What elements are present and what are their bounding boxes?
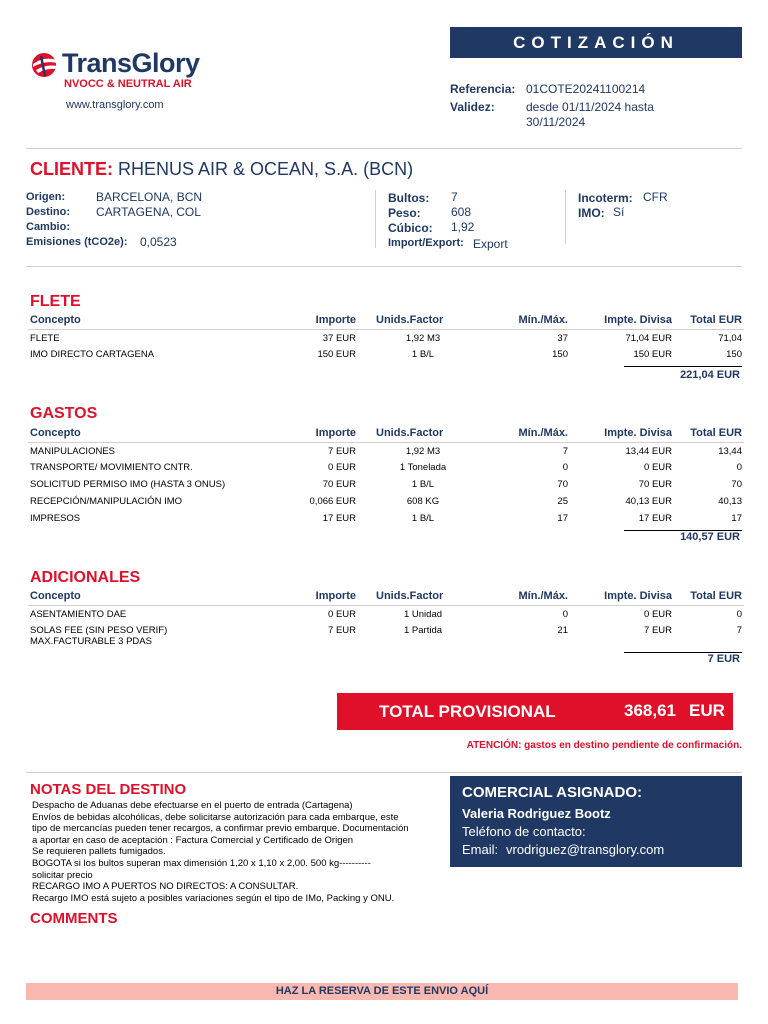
cell-min-max: 25 [557,496,568,507]
col-min-max: Mín./Máx. [488,426,570,442]
expenses-subtotal: 140,57 EUR [680,531,740,543]
client-heading [30,159,413,180]
divider [26,148,742,149]
origin-label: Origen: [26,191,66,203]
divider [26,772,742,773]
cell-currency: 13,44 EUR [625,445,672,457]
cell-currency: 40,13 EUR [625,496,672,507]
table-row [28,459,744,476]
cell-min-max: 70 [557,479,568,490]
col-currency-amount: Impte. Divisa [570,589,674,605]
cell-currency: 7 EUR [644,625,672,636]
emissions-value: 0,0523 [140,235,177,249]
cell-amount: 7 EUR [328,445,356,457]
col-currency-amount: Impte. Divisa [570,426,674,442]
company-website-link[interactable]: www.transglory.com [66,99,164,111]
col-concept: Concepto [28,426,268,442]
company-tagline: NVOCC & NEUTRAL AIR [64,78,192,90]
exchange-label: Cambio: [26,221,70,233]
logo-globe-icon [30,50,60,80]
col-amount: Importe [268,426,358,442]
freight-subtotal: 221,04 EUR [680,369,740,381]
cell-concept: MANIPULACIONES [30,445,115,457]
cell-amount: 0 EUR [328,462,356,473]
table-row [28,510,744,527]
reference-label: Referencia: [450,82,516,96]
cell-units: 1,92 M3 [405,332,441,344]
cell-min-max: 0 [562,462,568,473]
total-currency: EUR [689,701,725,720]
cell-concept: ASENTAMIENTO DAE [30,608,127,620]
packages-value: 7 [451,190,458,204]
cell-currency: 150 EUR [633,349,672,360]
import-export-label: Import/Export: [388,237,464,249]
cell-total: 13,44 [718,445,742,457]
additional-table [28,589,744,647]
document-title: COTIZACIÓN [450,27,742,58]
table-row [28,622,744,647]
col-total-eur: Total EUR [674,313,744,329]
cell-currency: 71,04 EUR [625,332,672,344]
cell-amount: 0,066 EUR [309,496,356,507]
total-label: TOTAL PROVISIONAL [379,702,556,721]
freight-table [28,313,744,363]
origin-value: BARCELONA, BCN [96,190,203,204]
note-line: Recargo IMO está sujeto a posibles variaciones según el tipo de IMo, Packing y ONU. [32,892,395,904]
col-units-factor: Unids.Factor [358,426,488,442]
cell-concept: RECEPCIÓN/MANIPULACIÓN IMO [30,496,183,507]
cell-concept: FLETE [30,332,60,344]
cell-concept [28,622,268,647]
sales-rep-email-label: Email: [462,842,499,857]
attention-note: ATENCIÓN: gastos en destino pendiente de confirmación. [466,740,742,751]
cell-min-max: 7 [562,445,568,457]
col-amount: Importe [268,313,358,329]
table-header-row [28,313,744,329]
cell-amount: 0 EUR [328,608,356,620]
cell-min-max: 17 [557,513,568,524]
cell-concept: TRANSPORTE/ MOVIMIENTO CNTR. [30,462,193,473]
col-units-factor: Unids.Factor [358,589,488,605]
col-concept: Concepto [28,313,268,329]
col-total-eur: Total EUR [674,589,744,605]
destination-value: CARTAGENA, COL [96,205,201,219]
packages-label: Bultos: [388,191,430,205]
cell-total: 71,04 [718,332,742,344]
col-currency-amount: Impte. Divisa [570,313,674,329]
notes-title: NOTAS DEL DESTINO [30,781,187,798]
note-line: Envíos de bebidas alcohólicas, debe solicitarse autorización para cada embarque, este [32,811,399,823]
subtotal-rule [624,366,742,367]
assigned-sales-rep-box [450,776,742,867]
divider-vertical [375,190,376,248]
table-row [28,493,744,510]
cell-currency: 17 EUR [638,513,672,524]
cell-units: 1 Partida [403,625,443,636]
incoterm-value: CFR [643,190,668,204]
imo-value: Sí [613,205,625,219]
cell-amount: 37 EUR [322,332,356,344]
sales-rep-email-link[interactable]: vrodriguez@transglory.com [506,842,665,857]
destination-notes [32,800,452,904]
validity-line2: 30/11/2024 [526,115,586,129]
divider [26,266,742,267]
cell-total: 40,13 [718,496,742,507]
cell-amount: 7 EUR [328,625,356,636]
expenses-table [28,426,744,527]
weight-label: Peso: [388,206,421,220]
col-units-factor: Unids.Factor [358,313,488,329]
cell-amount: 17 EUR [322,513,356,524]
comments-title: COMMENTS [30,910,118,927]
sales-rep-phone-label: Teléfono de contacto: [462,824,586,839]
cell-total: 0 [736,608,742,620]
emissions-label: Emisiones (tCO2e): [26,236,128,248]
cell-concept: SOLICITUD PERMISO IMO (HASTA 3 ONUS) [30,479,226,490]
import-export-value: Export [473,237,508,251]
table-header-row [28,589,744,605]
client-name: RHENUS AIR & OCEAN, S.A. (BCN) [118,159,414,179]
cell-units: 1 Unidad [403,608,443,620]
validity-line1: desde 01/11/2024 hasta [526,100,654,114]
note-line: Se requieren pallets fumigados. [32,846,166,858]
sales-rep-title: COMERCIAL ASIGNADO: [462,784,642,801]
note-line: BOGOTA si los bultos superan max dimensión 1,20 x 1,10 x 2,00. 500 kg---------- [32,857,371,869]
cell-concept: IMO DIRECTO CARTAGENA [30,349,155,360]
cell-min-max: 21 [557,625,568,636]
note-line: Despacho de Aduanas debe efectuarse en el puerto de entrada (Cartagena) [32,800,353,811]
cell-concept-note: MAX.FACTURABLE 3 PDAS [30,636,152,647]
reference-value: 01COTE20241100214 [526,82,646,96]
table-row [28,329,744,346]
cell-amount: 70 EUR [322,479,356,490]
total-provisional-box [337,693,733,730]
book-shipment-button[interactable]: HAZ LA RESERVA DE ESTE ENVIO AQUÍ [26,983,738,1000]
col-amount: Importe [268,589,358,605]
table-row [28,442,744,459]
col-min-max: Mín./Máx. [488,313,570,329]
note-line: RECARGO IMO A PUERTOS NO DIRECTOS: A CONSULTAR. [32,881,299,893]
weight-value: 608 [451,205,472,219]
table-header-row [28,426,744,442]
cell-concept: IMPRESOS [30,513,81,524]
note-line: tipo de mercancías pueden tener recargos, a confirmar previo embarque. Documentación [32,823,409,835]
cell-total: 0 [736,462,742,473]
cell-currency: 70 EUR [638,479,672,490]
cell-currency: 0 EUR [644,462,672,473]
cell-total: 7 [736,625,742,636]
divider-vertical [565,190,566,244]
cell-min-max: 0 [562,608,568,620]
volume-value: 1,92 [451,220,475,234]
note-line: solicitar precio [32,869,93,881]
cell-total: 17 [731,513,742,524]
cell-units: 1 B/L [411,349,435,360]
cell-min-max: 37 [557,332,568,344]
additional-subtotal: 7 EUR [707,653,740,665]
note-line: a aportar en caso de aceptación : Factura Comercial y Certificado de Origen [32,834,354,846]
total-amount: 368,61 [624,701,676,720]
client-label: CLIENTE: [30,159,113,179]
section-title-expenses: GASTOS [30,405,98,422]
cell-concept-text: SOLAS FEE (SIN PESO VERIF) [30,625,168,636]
col-concept: Concepto [28,589,268,605]
cell-units: 1 B/L [411,513,435,524]
col-min-max: Mín./Máx. [488,589,570,605]
cell-amount: 150 EUR [317,349,356,360]
table-row [28,605,744,622]
sales-rep-name: Valeria Rodriguez Bootz [462,806,611,821]
cell-units: 1,92 M3 [405,445,441,457]
cell-min-max: 150 [552,349,568,360]
cell-total: 150 [726,349,742,360]
company-name: TransGlory [62,48,200,78]
cell-units: 1 B/L [411,479,435,490]
imo-label: IMO: [578,206,605,220]
table-row [28,476,744,493]
cell-units: 608 KG [406,496,440,507]
incoterm-label: Incoterm: [578,191,633,205]
section-title-additional: ADICIONALES [30,569,141,586]
table-row [28,346,744,363]
col-total-eur: Total EUR [674,426,744,442]
section-title-freight: FLETE [30,293,81,310]
validity-label: Validez: [450,100,495,114]
cell-currency: 0 EUR [644,608,672,620]
volume-label: Cúbico: [388,221,433,235]
destination-label: Destino: [26,206,70,218]
cell-units: 1 Tonelada [399,462,447,473]
cell-total: 70 [731,479,742,490]
